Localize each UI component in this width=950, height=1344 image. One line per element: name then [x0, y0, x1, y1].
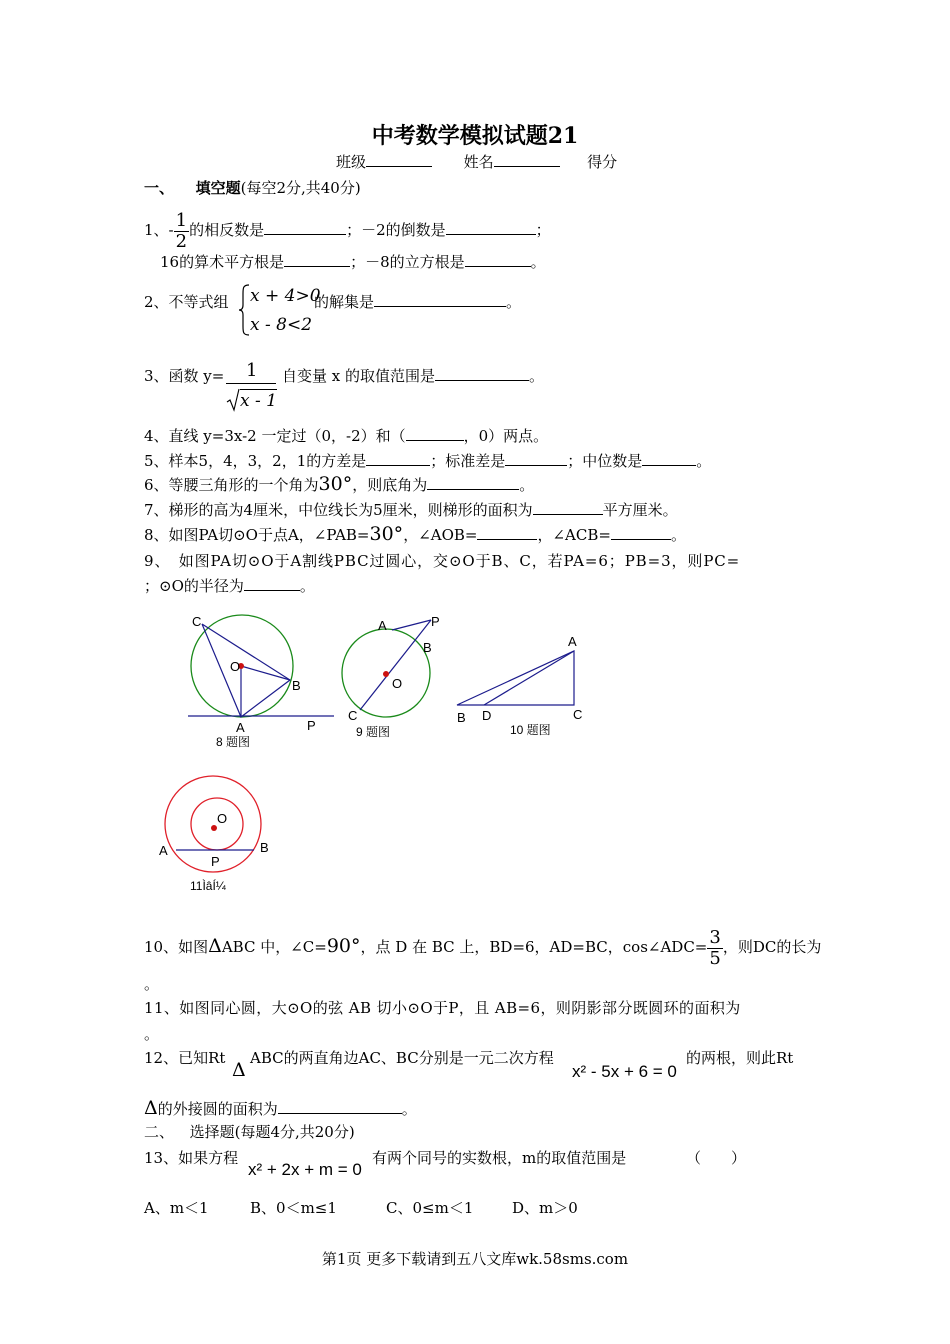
q9-blank[interactable]: [244, 576, 300, 591]
question-1-line-2: 16的算术平方根是 ；－8的立方根是 。: [160, 253, 546, 271]
question-9-line-2: ；⊙O的半径为 。: [144, 577, 315, 595]
question-9-line-1: 9、 如图PA切⊙O于A割线PBC过圆心，交⊙O于B、C，若PA=6；PB=3，则PC=: [144, 552, 741, 570]
question-12-line-1c: 的两根，则此Rt: [686, 1049, 794, 1067]
question-12-line-1a: 12、已知Rt: [144, 1049, 226, 1067]
fig10-label-b: B: [457, 710, 466, 725]
q3-fraction-den: x - 1: [240, 391, 277, 411]
q12-delta: Δ: [232, 1059, 246, 1081]
q8-blank-2[interactable]: [611, 525, 671, 540]
question-13-text-a: 13、如果方程: [144, 1149, 239, 1167]
fig11-label-a: A: [159, 843, 168, 858]
class-label: 班级: [336, 153, 367, 171]
section-2-title: 选择题: [189, 1123, 235, 1141]
fig10-caption: 10 题图: [510, 723, 551, 737]
fig10-label-a: A: [568, 634, 577, 649]
inequality-brace: [238, 284, 250, 336]
fig11-label-p: P: [211, 854, 220, 869]
fig11-label-o: O: [217, 811, 228, 826]
question-5: 5、样本5，4，3，2，1的方差是 ；标准差是 ；中位数是 。: [144, 452, 712, 470]
section-1-heading: 一、 填空题(每空2分,共40分): [144, 179, 361, 197]
q13-option-a[interactable]: A、m＜1: [144, 1199, 209, 1217]
question-12-line-2: Δ的外接圆的面积为 。: [144, 1097, 417, 1119]
figures-diagram: [150, 606, 620, 906]
figure-8: [188, 614, 334, 749]
q5-blank-2[interactable]: [505, 451, 567, 466]
page-footer: 第1页 更多下载请到五八文库wk.58sms.com: [321, 1250, 629, 1268]
question-10-line-1: 10、如图ΔABC 中，∠C=90°，点 D 在 BC 上，BD=6，AD=BC，cos∠ADC= $\frac{3}{5}$ ，则DC的长为: [144, 926, 822, 969]
fig8-caption: 8 题图: [216, 735, 251, 749]
fig9-label-b: B: [423, 640, 432, 655]
name-blank[interactable]: [494, 152, 560, 167]
inequality-1: x + 4>0: [250, 286, 321, 306]
q2-blank[interactable]: [374, 292, 506, 307]
question-13-text-b: 有两个同号的实数根，m的取值范围是: [372, 1149, 627, 1167]
section-2-heading: 二、 选择题(每题4分,共20分): [144, 1123, 355, 1141]
fig8-label-b: B: [292, 678, 301, 693]
question-12-line-1b: ABC的两直角边AC、BC分别是一元二次方程: [250, 1049, 554, 1067]
question-2-text: 的解集是 。: [314, 293, 522, 311]
figure-10: [457, 634, 582, 737]
question-1-line-1: 1、- $\frac{1}{2}$ 的相反数是 ；－2的倒数是 ；: [144, 209, 551, 252]
figure-9: [342, 614, 440, 739]
fig8-label-p: P: [307, 718, 316, 733]
fig11-caption: 11ÌâÍ¼: [190, 879, 226, 893]
fig8-label-c: C: [192, 614, 202, 629]
q12-equation: x² - 5x + 6 = 0: [572, 1062, 677, 1081]
q3-fraction-bar: [226, 383, 276, 384]
fig8-label-a: A: [236, 720, 245, 735]
section-1-note: (每空2分,共40分): [240, 179, 361, 197]
q13-option-d[interactable]: D、m＞0: [512, 1199, 578, 1217]
q1-blank-3[interactable]: [284, 252, 350, 267]
fig9-label-c: C: [348, 708, 358, 723]
q5-blank-1[interactable]: [366, 451, 430, 466]
fig10-label-d: D: [482, 708, 492, 723]
question-4: 4、直线 y=3x-2 一定过（0，-2）和（ ，0）两点。: [144, 427, 549, 445]
question-3-prefix: 3、函数 y=: [144, 367, 225, 385]
fig9-label-a: A: [378, 618, 387, 633]
fig9-label-o: O: [392, 676, 403, 691]
q8-blank-1[interactable]: [477, 525, 537, 540]
question-2-prefix: 2、不等式组: [144, 293, 229, 311]
student-info-line: [336, 152, 617, 172]
q13-option-b[interactable]: B、0＜m≤1: [250, 1199, 337, 1217]
fig9-label-p: P: [431, 614, 440, 629]
fraction-one-half: $\frac{1}{2}$: [175, 209, 188, 252]
question-7: 7、梯形的高为4厘米，中位线长为5厘米，则梯形的面积为 平方厘米。: [144, 501, 678, 519]
q13-equation: x² + 2x + m = 0: [248, 1160, 362, 1179]
q1-blank-4[interactable]: [465, 252, 531, 267]
question-10-line-2: 。: [144, 975, 160, 993]
q7-blank[interactable]: [533, 500, 603, 515]
fig11-label-b: B: [260, 840, 269, 855]
fig10-label-c: C: [573, 707, 583, 722]
q3-fraction-num: 1: [246, 360, 258, 381]
q1-blank-1[interactable]: [264, 220, 346, 235]
section-2-note: (每题4分,共20分): [234, 1123, 355, 1141]
q5-blank-3[interactable]: [642, 451, 696, 466]
q1-blank-2[interactable]: [446, 220, 536, 235]
square-root-icon: [226, 388, 240, 412]
question-11-line-2: 。: [144, 1025, 160, 1043]
fig8-label-o: O: [230, 659, 241, 674]
q12-blank[interactable]: [278, 1099, 402, 1114]
class-blank[interactable]: [366, 152, 432, 167]
q6-blank[interactable]: [427, 475, 519, 490]
section-1-title: 填空题: [195, 179, 241, 197]
figure-11: [159, 776, 269, 893]
score-label: 得分: [587, 153, 618, 171]
fraction-three-fifths: $\frac{3}{5}$: [709, 926, 721, 969]
inequality-2: x - 8<2: [250, 315, 313, 335]
question-3-text: 自变量 x 的取值范围是 。: [282, 367, 545, 385]
q13-answer-paren[interactable]: （ ）: [686, 1149, 747, 1167]
q13-option-c[interactable]: C、0≤m＜1: [386, 1199, 474, 1217]
name-label: 姓名: [463, 153, 494, 171]
q3-blank[interactable]: [435, 366, 529, 381]
question-6: 6、等腰三角形的一个角为30°，则底角为 。: [144, 473, 535, 495]
fig9-caption: 9 题图: [356, 725, 391, 739]
page-title: 中考数学模拟试题21: [371, 123, 579, 149]
question-8: 8、如图PA切⊙O于点A，∠PAB=30°，∠AOB= ，∠ACB= 。: [144, 523, 686, 545]
q4-blank[interactable]: [406, 426, 464, 441]
question-11-line-1: 11、如图同心圆，大⊙O的弦 AB 切小⊙O于P，且 AB=6，则阴影部分既圆环的面积为: [144, 999, 741, 1017]
